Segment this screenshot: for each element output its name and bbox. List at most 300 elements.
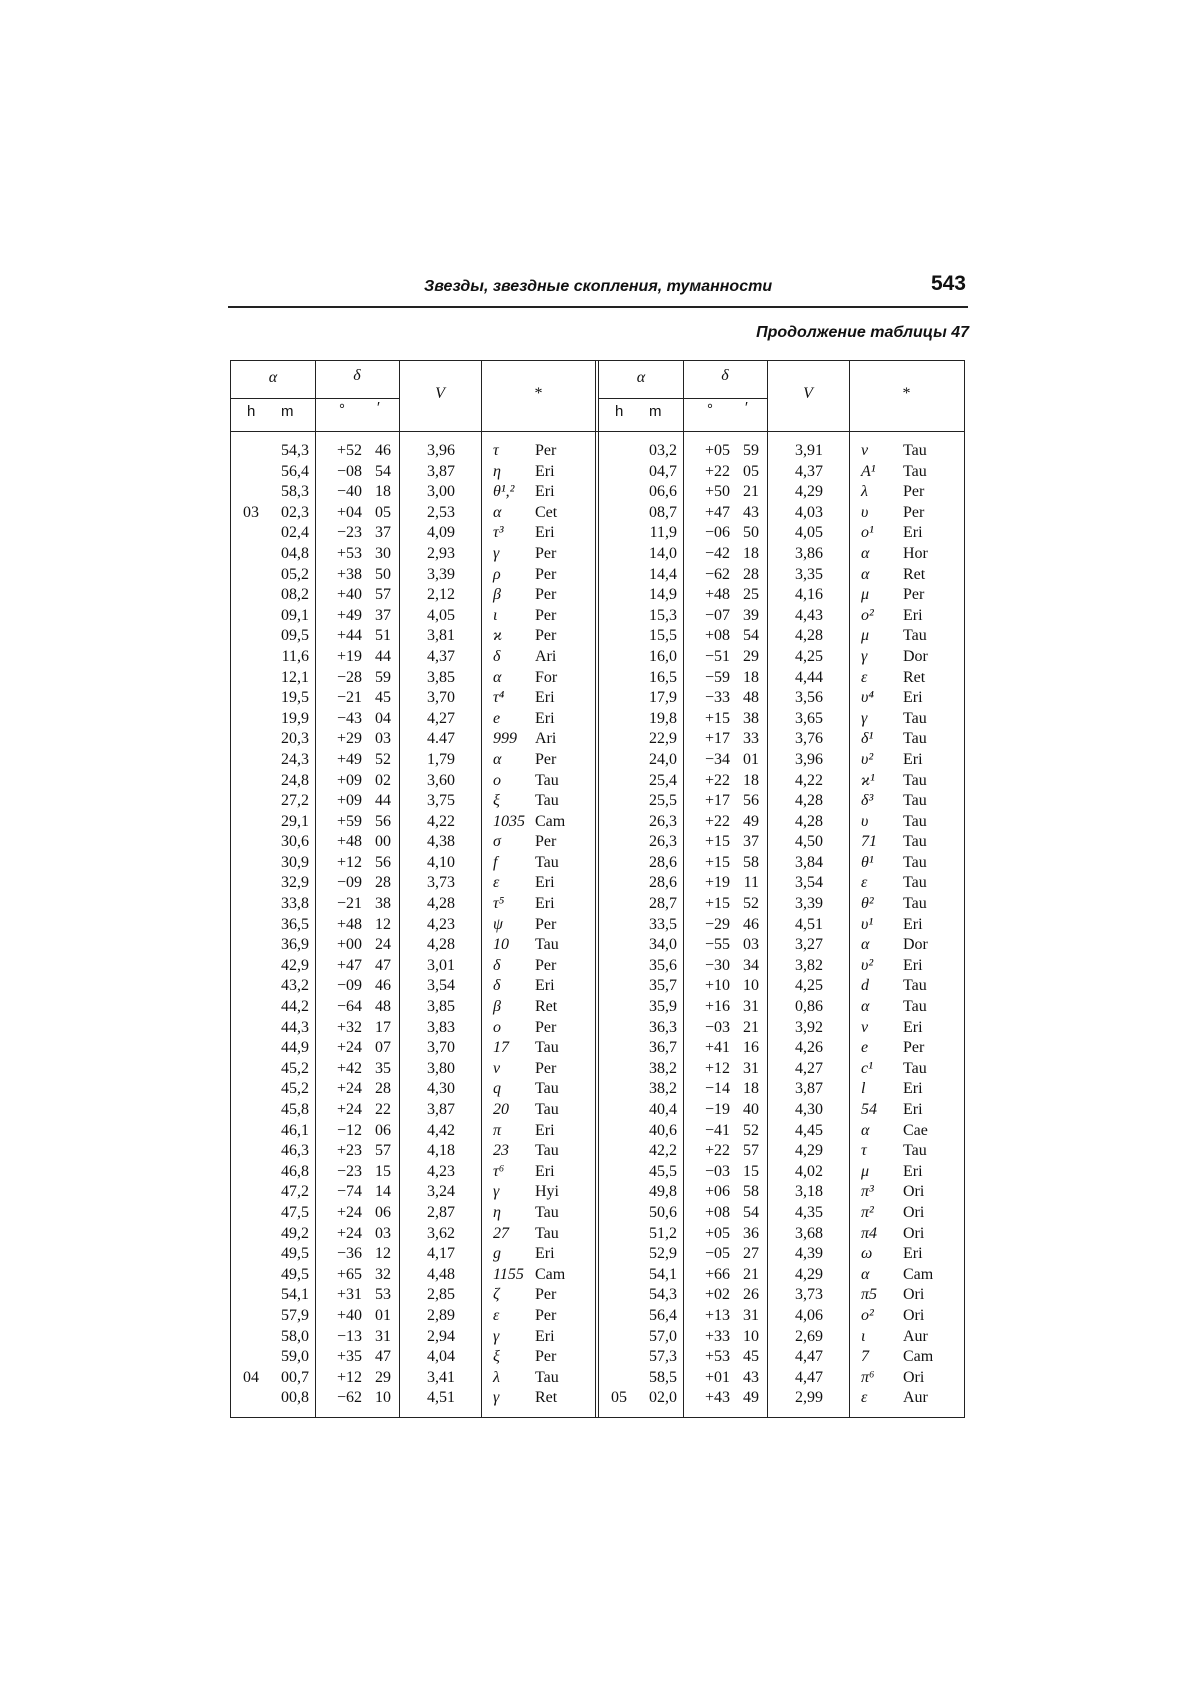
magnitude: 4.47 [427, 730, 455, 748]
star-designation: υ¹ [861, 915, 874, 933]
constellation: Cet [535, 503, 558, 521]
star-designation: δ [493, 956, 501, 974]
dec-degrees: −74 [336, 1183, 362, 1201]
magnitude: 4,39 [795, 1245, 823, 1263]
dec-arcminutes: 39 [743, 606, 759, 624]
dec-degrees: −29 [704, 915, 730, 933]
dec-arcminutes: 54 [743, 1203, 759, 1221]
dec-arcminutes: 45 [743, 1348, 759, 1366]
dec-arcminutes: 11 [743, 874, 759, 892]
ra-minutes: 04,8 [281, 544, 309, 562]
table-row [599, 935, 964, 956]
constellation: Per [535, 1018, 557, 1036]
ra-minutes: 08,7 [649, 503, 677, 521]
star-designation: γ [861, 647, 868, 665]
dec-arcminutes: 34 [743, 956, 759, 974]
constellation: Per [535, 750, 557, 768]
dec-arcminutes: 31 [743, 1306, 759, 1324]
star-designation: α [861, 998, 870, 1016]
ra-minutes: 27,2 [281, 792, 309, 810]
constellation: Ret [903, 668, 926, 686]
constellation: Tau [903, 627, 927, 645]
dec-degrees: +15 [704, 895, 730, 913]
dec-degrees: +02 [704, 1286, 730, 1304]
constellation: Per [903, 586, 925, 604]
dec-arcminutes: 48 [743, 689, 759, 707]
ra-minutes: 54,1 [281, 1286, 309, 1304]
dec-arcminutes: 38 [743, 709, 759, 727]
magnitude: 4,23 [427, 1162, 455, 1180]
constellation: Eri [903, 524, 923, 542]
magnitude: 3,81 [427, 627, 455, 645]
dec-degrees: +22 [704, 812, 730, 830]
dec-degrees: −05 [704, 1245, 730, 1263]
table-row [599, 894, 964, 915]
ra-minutes: 36,9 [281, 936, 309, 954]
magnitude: 1,79 [427, 750, 455, 768]
ra-minutes: 05,2 [281, 565, 309, 583]
constellation: Tau [903, 1142, 927, 1160]
dec-arcminutes: 31 [743, 1059, 759, 1077]
dec-arcminutes: 18 [743, 1080, 759, 1098]
star-designation: μ [861, 1162, 870, 1180]
constellation: Tau [903, 771, 927, 789]
table-row [231, 1244, 596, 1265]
magnitude: 3,87 [427, 462, 455, 480]
dec-degrees: −51 [704, 647, 730, 665]
constellation: Hyi [535, 1183, 559, 1201]
ra-minutes: 54,3 [281, 442, 309, 459]
dec-arcminutes: 03 [743, 936, 759, 954]
dec-arcminutes: 29 [375, 1368, 391, 1386]
dec-degrees: −23 [336, 1162, 362, 1180]
table-row [599, 1306, 964, 1327]
ra-minutes: 47,5 [281, 1203, 309, 1221]
star-designation: ο² [861, 1306, 874, 1324]
dec-arcminutes: 58 [743, 1183, 759, 1201]
ra-minutes: 47,2 [281, 1183, 309, 1201]
dec-arcminutes: 37 [375, 524, 391, 542]
dec-degrees: +08 [704, 627, 730, 645]
table-row [231, 1327, 596, 1348]
dec-arcminutes: 49 [743, 812, 759, 830]
ra-minutes: 54,3 [649, 1286, 677, 1304]
dec-degrees: −62 [704, 565, 730, 583]
dec-degrees: +15 [704, 853, 730, 871]
table-row [231, 626, 596, 647]
dec-degrees: +04 [336, 503, 362, 521]
dec-arcminutes: 37 [375, 606, 391, 624]
dec-degrees: −06 [704, 524, 730, 542]
dec-arcminutes: 28 [375, 874, 391, 892]
constellation: Eri [903, 956, 923, 974]
magnitude: 4,03 [795, 503, 823, 521]
dec-degrees: −21 [336, 895, 362, 913]
star-designation: υ [861, 503, 869, 521]
ra-minutes: 49,5 [281, 1245, 309, 1263]
dec-degrees: +17 [704, 730, 730, 748]
ra-minutes: 35,9 [649, 998, 677, 1016]
dec-arcminutes: 21 [743, 1018, 759, 1036]
magnitude: 2,12 [427, 586, 455, 604]
table-row [231, 1285, 596, 1306]
star-designation: ε [493, 1306, 500, 1324]
constellation: Tau [903, 709, 927, 727]
magnitude: 4,18 [427, 1142, 455, 1160]
constellation: Tau [903, 833, 927, 851]
magnitude: 3,54 [427, 977, 455, 995]
table-row [599, 585, 964, 606]
ra-minutes: 12,1 [281, 668, 309, 686]
table-row [231, 853, 596, 874]
ra-minutes: 15,5 [649, 627, 677, 645]
dec-degrees: +49 [336, 750, 362, 768]
star-designation: ν [861, 1018, 869, 1036]
ra-hours: 04 [243, 1368, 259, 1386]
ra-minutes: 40,4 [649, 1101, 677, 1118]
dec-arcminutes: 14 [375, 1183, 391, 1201]
constellation: Tau [535, 792, 559, 810]
magnitude: 3,01 [427, 956, 455, 974]
constellation: Cam [535, 1265, 566, 1283]
magnitude: 3,39 [427, 565, 455, 583]
magnitude: 4,26 [795, 1039, 823, 1057]
ra-minutes: 25,5 [649, 792, 677, 810]
dec-degrees: +24 [336, 1203, 362, 1221]
dec-degrees: −64 [336, 998, 362, 1016]
dec-degrees: +00 [336, 936, 362, 954]
dec-arcminutes: 46 [375, 977, 391, 995]
ra-minutes: 16,5 [649, 668, 677, 686]
table-row [231, 523, 596, 544]
star-designation: 7 [861, 1348, 869, 1366]
dec-arcminutes: 31 [743, 998, 759, 1016]
unit-hours: h [615, 403, 624, 420]
ra-minutes: 09,1 [281, 606, 309, 624]
constellation: Tau [535, 1142, 559, 1160]
dec-degrees: −14 [704, 1080, 730, 1098]
ra-minutes: 02,3 [281, 503, 309, 521]
constellation: Tau [903, 895, 927, 913]
constellation: Eri [535, 689, 555, 707]
dec-degrees: +44 [336, 627, 362, 645]
star-designation: 1035 [493, 812, 525, 830]
column-header-magnitude: V [803, 385, 813, 402]
dec-degrees: +08 [704, 1203, 730, 1221]
dec-arcminutes: 47 [375, 956, 391, 974]
magnitude: 2,89 [427, 1306, 455, 1324]
ra-minutes: 56,4 [649, 1306, 677, 1324]
magnitude: 3,96 [795, 750, 823, 768]
constellation: Per [535, 544, 557, 562]
dec-degrees: +05 [704, 1224, 730, 1242]
magnitude: 4,10 [427, 853, 455, 871]
star-designation: λ [493, 1368, 500, 1386]
table-row [231, 1224, 596, 1245]
constellation: Eri [535, 1327, 555, 1345]
table-row [231, 668, 596, 689]
star-designation: ν [493, 1059, 501, 1077]
dec-degrees: +23 [336, 1142, 362, 1160]
table-row [599, 441, 964, 462]
dec-arcminutes: 24 [375, 936, 391, 954]
star-designation: ν [861, 442, 869, 459]
star-designation: g [493, 1245, 501, 1263]
constellation: Ari [535, 730, 557, 748]
star-designation: μ [861, 627, 870, 645]
dec-degrees: +24 [336, 1101, 362, 1118]
dec-degrees: −08 [336, 462, 362, 480]
table-row [231, 832, 596, 853]
constellation: Eri [903, 606, 923, 624]
dec-degrees: −59 [704, 668, 730, 686]
magnitude: 4,29 [795, 1265, 823, 1283]
constellation: Ret [535, 1389, 558, 1407]
dec-degrees: +47 [704, 503, 730, 521]
star-designation: α [493, 503, 502, 521]
table-row [599, 812, 964, 833]
dec-degrees: +42 [336, 1059, 362, 1077]
table-row [599, 1368, 964, 1389]
dec-degrees: +35 [336, 1348, 362, 1366]
constellation: Per [535, 1286, 557, 1304]
ra-minutes: 00,8 [281, 1389, 309, 1407]
dec-arcminutes: 03 [375, 730, 391, 748]
constellation: Eri [903, 1162, 923, 1180]
magnitude: 4,43 [795, 606, 823, 624]
star-designation: ο¹ [861, 524, 874, 542]
constellation: For [535, 668, 558, 686]
table-row [231, 688, 596, 709]
constellation: Per [535, 606, 557, 624]
dec-degrees: +22 [704, 1142, 730, 1160]
constellation: Per [535, 565, 557, 583]
dec-arcminutes: 44 [375, 792, 391, 810]
dec-degrees: +22 [704, 771, 730, 789]
dec-arcminutes: 21 [743, 483, 759, 501]
magnitude: 4,22 [427, 812, 455, 830]
table-row [599, 873, 964, 894]
constellation: Ari [535, 647, 557, 665]
dec-degrees: +47 [336, 956, 362, 974]
star-designation: c¹ [861, 1059, 873, 1077]
table-left-half [231, 361, 596, 1417]
dec-degrees: +12 [704, 1059, 730, 1077]
table-continuation-caption: Продолжение таблицы 47 [756, 324, 969, 341]
ra-minutes: 19,5 [281, 689, 309, 707]
table-row [231, 606, 596, 627]
magnitude: 3,39 [795, 895, 823, 913]
dec-arcminutes: 28 [743, 565, 759, 583]
ra-minutes: 30,6 [281, 833, 309, 851]
dec-arcminutes: 51 [375, 627, 391, 645]
star-designation: 23 [493, 1142, 509, 1160]
magnitude: 3,24 [427, 1183, 455, 1201]
constellation: Per [535, 1306, 557, 1324]
ra-minutes: 45,8 [281, 1101, 309, 1118]
magnitude: 4,35 [795, 1203, 823, 1221]
ra-minutes: 16,0 [649, 647, 677, 665]
magnitude: 4,48 [427, 1265, 455, 1283]
dec-degrees: +17 [704, 792, 730, 810]
constellation: Eri [535, 874, 555, 892]
running-head [228, 270, 968, 308]
dec-arcminutes: 27 [743, 1245, 759, 1263]
table-row [231, 1368, 596, 1389]
star-designation: υ² [861, 750, 874, 768]
dec-arcminutes: 52 [743, 895, 759, 913]
constellation: Eri [535, 1121, 555, 1139]
star-designation: 27 [493, 1224, 509, 1242]
dec-arcminutes: 44 [375, 647, 391, 665]
ra-minutes: 24,8 [281, 771, 309, 789]
magnitude: 3,91 [795, 442, 823, 459]
magnitude: 4,50 [795, 833, 823, 851]
dec-degrees: +24 [336, 1224, 362, 1242]
ra-minutes: 33,8 [281, 895, 309, 913]
dec-arcminutes: 52 [375, 750, 391, 768]
magnitude: 3,62 [427, 1224, 455, 1242]
magnitude: 3,00 [427, 483, 455, 501]
table-row [231, 565, 596, 586]
constellation: Tau [535, 936, 559, 954]
dec-arcminutes: 58 [743, 853, 759, 871]
dec-degrees: +15 [704, 833, 730, 851]
constellation: Per [903, 483, 925, 501]
dec-degrees: −62 [336, 1389, 362, 1407]
ra-minutes: 28,6 [649, 874, 677, 892]
header-bottom-rule [231, 431, 964, 432]
magnitude: 4,45 [795, 1121, 823, 1139]
ra-minutes: 28,6 [649, 853, 677, 871]
magnitude: 4,22 [795, 771, 823, 789]
constellation: Tau [903, 792, 927, 810]
constellation: Per [535, 956, 557, 974]
magnitude: 3,80 [427, 1059, 455, 1077]
table-row [231, 1388, 596, 1409]
dec-arcminutes: 31 [375, 1327, 391, 1345]
magnitude: 3,27 [795, 936, 823, 954]
magnitude: 3,76 [795, 730, 823, 748]
table-row [599, 771, 964, 792]
magnitude: 4,51 [795, 915, 823, 933]
star-designation: 10 [493, 936, 509, 954]
table-row [599, 729, 964, 750]
ra-minutes: 38,2 [649, 1059, 677, 1077]
dec-degrees: −40 [336, 483, 362, 501]
star-designation: υ [861, 812, 869, 830]
magnitude: 4,28 [795, 812, 823, 830]
table-row [599, 1285, 964, 1306]
dec-degrees: +53 [704, 1348, 730, 1366]
star-designation: π4 [861, 1224, 878, 1242]
table-row [231, 976, 596, 997]
table-row [231, 1141, 596, 1162]
magnitude: 4,27 [427, 709, 455, 727]
dec-arcminutes: 15 [743, 1162, 759, 1180]
ra-minutes: 36,5 [281, 915, 309, 933]
dec-degrees: −23 [336, 524, 362, 542]
ra-minutes: 46,1 [281, 1121, 309, 1139]
table-row [599, 1224, 964, 1245]
dec-degrees: +38 [336, 565, 362, 583]
ra-minutes: 24,0 [649, 750, 677, 768]
dec-degrees: −19 [704, 1101, 730, 1118]
table-row [599, 1141, 964, 1162]
dec-degrees: −34 [704, 750, 730, 768]
star-designation: η [493, 462, 501, 480]
ra-minutes: 38,2 [649, 1080, 677, 1098]
magnitude: 4,30 [795, 1101, 823, 1118]
dec-degrees: +59 [336, 812, 362, 830]
table-row [599, 791, 964, 812]
star-designation: γ [493, 1183, 500, 1201]
dec-degrees: +01 [704, 1368, 730, 1386]
magnitude: 4,28 [427, 895, 455, 913]
ra-minutes: 58,3 [281, 483, 309, 501]
constellation: Tau [535, 1203, 559, 1221]
dec-arcminutes: 01 [743, 750, 759, 768]
magnitude: 3,68 [795, 1224, 823, 1242]
ra-minutes: 26,3 [649, 812, 677, 830]
ra-minutes: 17,9 [649, 689, 677, 707]
dec-degrees: +53 [336, 544, 362, 562]
star-designation: l [861, 1080, 866, 1098]
dec-arcminutes: 12 [375, 1245, 391, 1263]
dec-arcminutes: 49 [743, 1389, 759, 1407]
ra-minutes: 44,9 [281, 1039, 309, 1057]
star-designation: τ³ [493, 524, 504, 542]
constellation: Eri [535, 1245, 555, 1263]
dec-arcminutes: 43 [743, 1368, 759, 1386]
table-row [599, 1121, 964, 1142]
table-row [231, 482, 596, 503]
dec-arcminutes: 56 [375, 853, 391, 871]
dec-degrees: +19 [704, 874, 730, 892]
constellation: Eri [903, 915, 923, 933]
table-row [599, 523, 964, 544]
star-designation: o [493, 771, 501, 789]
table-row [599, 1265, 964, 1286]
dec-degrees: +09 [336, 771, 362, 789]
dec-arcminutes: 18 [743, 771, 759, 789]
star-designation: η [493, 1203, 501, 1221]
dec-degrees: +31 [336, 1286, 362, 1304]
constellation: Eri [903, 750, 923, 768]
ra-minutes: 50,6 [649, 1203, 677, 1221]
star-designation: α [861, 1265, 870, 1283]
table-row [599, 647, 964, 668]
magnitude: 2,53 [427, 503, 455, 521]
dec-degrees: +24 [336, 1039, 362, 1057]
table-row [599, 1347, 964, 1368]
ra-minutes: 14,4 [649, 565, 677, 583]
star-designation: ι [493, 606, 498, 624]
table-row [231, 750, 596, 771]
ra-minutes: 45,2 [281, 1059, 309, 1077]
table-row [231, 873, 596, 894]
constellation: Tau [535, 771, 559, 789]
magnitude: 4,09 [427, 524, 455, 542]
dec-degrees: +32 [336, 1018, 362, 1036]
constellation: Eri [535, 462, 555, 480]
table-row [599, 668, 964, 689]
table-row [231, 812, 596, 833]
star-designation: γ [861, 709, 868, 727]
dec-degrees: −09 [336, 977, 362, 995]
magnitude: 4,51 [427, 1389, 455, 1407]
ra-minutes: 34,0 [649, 936, 677, 954]
